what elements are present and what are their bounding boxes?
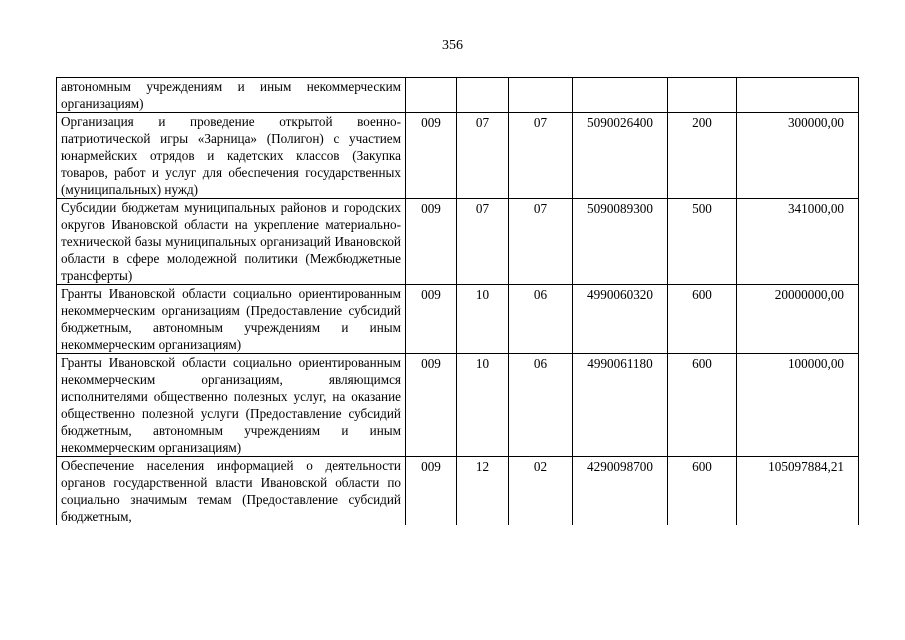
table-row xyxy=(57,285,859,354)
table-row xyxy=(57,113,859,199)
amount: 20000000,00 xyxy=(737,285,859,354)
table-row xyxy=(57,354,859,457)
section-code: 10 xyxy=(457,285,509,354)
budget-table xyxy=(56,77,859,525)
expense-type-code: 600 xyxy=(668,457,737,526)
subsection-code: 06 xyxy=(509,285,573,354)
amount: 100000,00 xyxy=(737,354,859,457)
section-code: 12 xyxy=(457,457,509,526)
row-description: Гранты Ивановской области социально ориентированным некоммерческим организациям (Предоставление субсидий бюджетным, автономным учреждениям и иным некоммерческим организациям) xyxy=(57,285,406,354)
target-article-code: 4290098700 xyxy=(573,457,668,526)
admin-code xyxy=(406,78,457,113)
row-description: Гранты Ивановской области социально ориентированным некоммерческим организациям, являющимся исполнителями общественно полезных услуг, на оказание общественно полезной услуги (Предоставление субсидий бюджетным, автономным учреждениям и иным некоммерческим организациям) xyxy=(57,354,406,457)
row-description: Организация и проведение открытой военно-патриотической игры «Зарница» (Полигон) с участием юнармейских отрядов и кадетских классов (Закупка товаров, работ и услуг для обеспечения государственных (муниципальных) нужд) xyxy=(57,113,406,199)
subsection-code: 07 xyxy=(509,113,573,199)
admin-code: 009 xyxy=(406,199,457,285)
amount: 105097884,21 xyxy=(737,457,859,526)
section-code xyxy=(457,78,509,113)
target-article-code: 4990060320 xyxy=(573,285,668,354)
target-article-code: 5090026400 xyxy=(573,113,668,199)
target-article-code xyxy=(573,78,668,113)
expense-type-code xyxy=(668,78,737,113)
expense-type-code: 500 xyxy=(668,199,737,285)
section-code: 07 xyxy=(457,113,509,199)
section-code: 07 xyxy=(457,199,509,285)
expense-type-code: 200 xyxy=(668,113,737,199)
admin-code: 009 xyxy=(406,113,457,199)
expense-type-code: 600 xyxy=(668,354,737,457)
target-article-code: 5090089300 xyxy=(573,199,668,285)
target-article-code: 4990061180 xyxy=(573,354,668,457)
amount: 300000,00 xyxy=(737,113,859,199)
section-code: 10 xyxy=(457,354,509,457)
row-description: Обеспечение населения информацией о деятельности органов государственной власти Ивановской области по социально значимым темам (Предоставление субсидий бюджетным, xyxy=(57,457,406,526)
subsection-code: 06 xyxy=(509,354,573,457)
admin-code: 009 xyxy=(406,285,457,354)
row-description: Субсидии бюджетам муниципальных районов и городских округов Ивановской области на укрепление материально-технической базы муниципальных организаций Ивановской области в сфере молодежной политики (Межбюджетные трансферты) xyxy=(57,199,406,285)
amount xyxy=(737,78,859,113)
subsection-code: 07 xyxy=(509,199,573,285)
amount: 341000,00 xyxy=(737,199,859,285)
table-row xyxy=(57,199,859,285)
table-row xyxy=(57,457,859,526)
admin-code: 009 xyxy=(406,457,457,526)
admin-code: 009 xyxy=(406,354,457,457)
expense-type-code: 600 xyxy=(668,285,737,354)
page-number: 356 xyxy=(442,38,463,53)
row-description: автономным учреждениям и иным некоммерческим организациям) xyxy=(57,78,406,113)
subsection-code xyxy=(509,78,573,113)
table-row xyxy=(57,78,859,113)
subsection-code: 02 xyxy=(509,457,573,526)
